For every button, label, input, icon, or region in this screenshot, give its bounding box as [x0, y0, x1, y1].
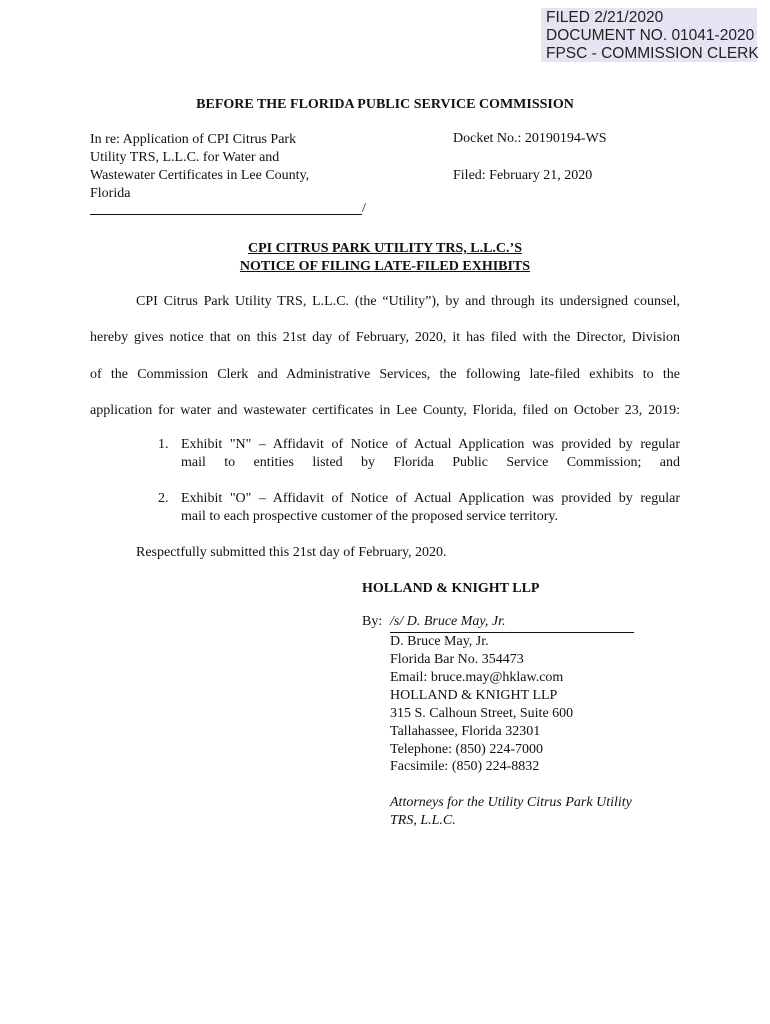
- exhibit-item-2: [158, 490, 680, 526]
- exhibit-number: 1.: [158, 437, 169, 452]
- body-line-1-text: CPI Citrus Park Utility TRS, L.L.C. (the “Utility”), by and through its undersigned counsel,: [136, 294, 680, 309]
- exhibit-text: [181, 490, 680, 526]
- body-line-2-text: hereby gives notice that on this 21st day of February, 2020, it has filed with the Director, Division: [90, 330, 680, 345]
- body-line-1: [136, 293, 680, 311]
- caption-line-1: In re: Application of CPI Citrus Park: [90, 132, 297, 147]
- caption-slash: /: [362, 201, 366, 216]
- telephone: Telephone: (850) 224-7000: [390, 742, 543, 757]
- caption-line-4: Florida: [90, 186, 131, 201]
- exhibit-1-line-2: mail to entities listed by Florida Public Service Commission; and: [181, 455, 680, 470]
- case-caption: [90, 131, 360, 203]
- attorneys-for-line-1: Attorneys for the Utility Citrus Park Utility: [390, 795, 632, 810]
- stamp-filed-date: FILED 2/21/2020: [546, 9, 664, 26]
- notice-title-line-1: CPI CITRUS PARK UTILITY TRS, L.L.C.’S: [248, 241, 522, 256]
- document-heading: BEFORE THE FLORIDA PUBLIC SERVICE COMMISSION: [196, 97, 574, 112]
- exhibit-text: [181, 436, 680, 472]
- law-firm-name: HOLLAND & KNIGHT LLP: [362, 581, 540, 596]
- caption-line-3: Wastewater Certificates in Lee County,: [90, 168, 310, 183]
- exhibit-item-1: [158, 436, 680, 472]
- body-line-3-text: of the Commission Clerk and Administrative Services, the following late-filed exhibits to the: [90, 367, 680, 382]
- attorneys-for-line-2: TRS, L.L.C.: [390, 813, 456, 828]
- exhibit-2-line-2: mail to each prospective customer of the proposed service territory.: [181, 509, 558, 524]
- firm-name-address: HOLLAND & KNIGHT LLP: [390, 688, 558, 703]
- facsimile: Facsimile: (850) 224-8832: [390, 759, 540, 774]
- closing-statement: Respectfully submitted this 21st day of February, 2020.: [136, 545, 447, 560]
- body-line-2: [90, 329, 680, 347]
- signature-line: /s/ D. Bruce May, Jr.: [390, 614, 634, 633]
- exhibit-1-line-1: Exhibit "N" – Affidavit of Notice of Actual Application was provided by regular: [181, 437, 680, 452]
- caption-line-2: Utility TRS, L.L.C. for Water and: [90, 150, 280, 165]
- body-line-4: [90, 402, 680, 420]
- exhibit-2-line-1: Exhibit "O" – Affidavit of Notice of Actual Application was provided by regular: [181, 491, 680, 506]
- exhibit-number: 2.: [158, 491, 169, 506]
- by-label: By:: [362, 614, 383, 629]
- stamp-commission-clerk: FPSC - COMMISSION CLERK: [546, 45, 759, 62]
- attorney-email: Email: bruce.may@hklaw.com: [390, 670, 564, 685]
- city-state-zip: Tallahassee, Florida 32301: [390, 724, 541, 739]
- attorney-name: D. Bruce May, Jr.: [390, 634, 489, 649]
- docket-number: Docket No.: 20190194-WS: [453, 131, 607, 146]
- stamp-document-number: DOCUMENT NO. 01041-2020: [546, 27, 755, 44]
- filing-stamp: [541, 8, 757, 62]
- filed-date: Filed: February 21, 2020: [453, 168, 593, 183]
- body-line-3: [90, 366, 680, 384]
- notice-title-line-2: NOTICE OF FILING LATE-FILED EXHIBITS: [239, 259, 531, 274]
- caption-underline: [90, 214, 362, 215]
- florida-bar-number: Florida Bar No. 354473: [390, 652, 524, 667]
- body-line-4-text: application for water and wastewater certificates in Lee County, Florida, filed on October 23, 2019:: [90, 403, 680, 418]
- street-address: 315 S. Calhoun Street, Suite 600: [390, 706, 574, 721]
